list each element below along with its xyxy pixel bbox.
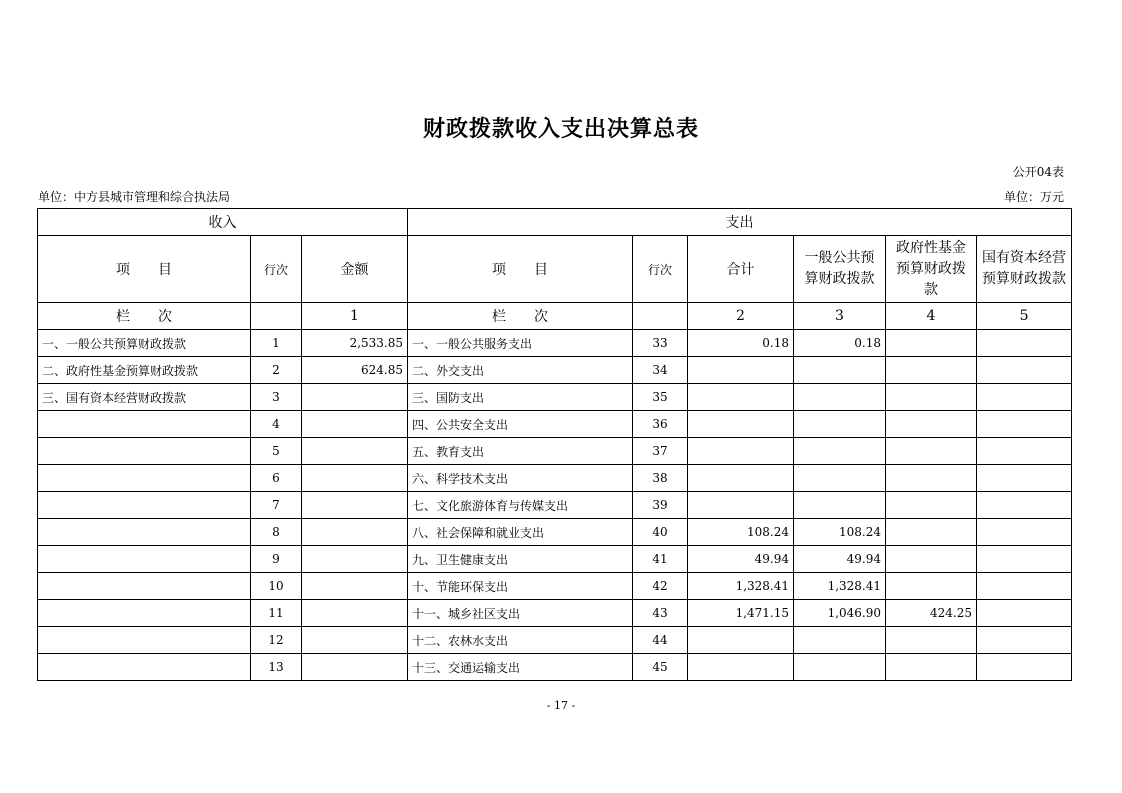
total-amount-cell xyxy=(688,384,794,411)
expense-item-cell: 九、卫生健康支出 xyxy=(408,546,633,573)
state-capital-amount-cell xyxy=(977,546,1072,573)
expense-row-no-cell: 36 xyxy=(633,411,688,438)
income-amount-cell xyxy=(302,519,408,546)
expense-row-no-cell: 33 xyxy=(633,330,688,357)
expense-item-cell: 十、节能环保支出 xyxy=(408,573,633,600)
gov-fund-amount-cell xyxy=(886,465,977,492)
total-amount-cell xyxy=(688,465,794,492)
income-amount-cell xyxy=(302,492,408,519)
income-row-no-cell: 2 xyxy=(251,357,302,384)
income-row-no-cell: 11 xyxy=(251,600,302,627)
page-title: 财政拨款收入支出决算总表 xyxy=(422,117,699,142)
budget-table xyxy=(37,208,1072,681)
table-row xyxy=(38,573,1072,600)
expense-item-cell: 一、一般公共服务支出 xyxy=(408,330,633,357)
state-capital-amount-cell xyxy=(977,465,1072,492)
table-row xyxy=(38,627,1072,654)
income-item-cell xyxy=(38,546,251,573)
expense-item-cell: 十二、农林水支出 xyxy=(408,627,633,654)
column-number-5: 5 xyxy=(977,303,1072,330)
income-row-no-cell: 13 xyxy=(251,654,302,681)
expense-item-cell: 二、外交支出 xyxy=(408,357,633,384)
table-row xyxy=(38,546,1072,573)
state-capital-amount-cell xyxy=(977,573,1072,600)
expense-row-no-cell: 45 xyxy=(633,654,688,681)
table-row xyxy=(38,330,1072,357)
expense-item-cell: 八、社会保障和就业支出 xyxy=(408,519,633,546)
income-item-cell xyxy=(38,465,251,492)
column-number-1: 1 xyxy=(302,303,408,330)
reporting-unit: 单位：中方县城市管理和综合执法局 xyxy=(38,190,231,204)
table-row xyxy=(38,465,1072,492)
table-row xyxy=(38,357,1072,384)
expense-row-no-header: 行次 xyxy=(633,236,688,303)
income-amount-cell xyxy=(302,411,408,438)
general-budget-amount-cell: 0.18 xyxy=(794,330,886,357)
general-budget-amount-cell: 1,328.41 xyxy=(794,573,886,600)
income-row-no-cell: 6 xyxy=(251,465,302,492)
gov-fund-amount-cell xyxy=(886,654,977,681)
income-row-no-cell: 9 xyxy=(251,546,302,573)
income-item-cell xyxy=(38,438,251,465)
income-item-cell xyxy=(38,627,251,654)
state-capital-header: 国有资本经营预算财政拨款 xyxy=(977,236,1072,303)
income-amount-cell xyxy=(302,654,408,681)
gov-fund-amount-cell xyxy=(886,492,977,519)
column-number-4: 4 xyxy=(886,303,977,330)
column-label-blank xyxy=(633,303,688,330)
total-amount-cell: 49.94 xyxy=(688,546,794,573)
expense-item-cell: 十一、城乡社区支出 xyxy=(408,600,633,627)
state-capital-amount-cell xyxy=(977,411,1072,438)
expense-row-no-cell: 39 xyxy=(633,492,688,519)
total-amount-cell: 108.24 xyxy=(688,519,794,546)
table-row xyxy=(38,600,1072,627)
income-row-no-header: 行次 xyxy=(251,236,302,303)
income-amount-cell xyxy=(302,573,408,600)
expense-row-no-cell: 38 xyxy=(633,465,688,492)
state-capital-amount-cell xyxy=(977,519,1072,546)
expense-item-cell: 七、文化旅游体育与传媒支出 xyxy=(408,492,633,519)
state-capital-amount-cell xyxy=(977,384,1072,411)
state-capital-amount-cell xyxy=(977,357,1072,384)
income-item-cell xyxy=(38,411,251,438)
income-item-header: 项 目 xyxy=(38,236,251,303)
income-row-no-cell: 1 xyxy=(251,330,302,357)
expense-item-cell: 五、教育支出 xyxy=(408,438,633,465)
state-capital-amount-cell xyxy=(977,330,1072,357)
income-amount-cell xyxy=(302,465,408,492)
table-row xyxy=(38,654,1072,681)
gov-fund-amount-cell xyxy=(886,627,977,654)
expense-header: 支出 xyxy=(408,209,1072,236)
income-amount-cell xyxy=(302,384,408,411)
general-budget-amount-cell xyxy=(794,357,886,384)
column-label-income: 栏 次 xyxy=(38,303,251,330)
income-amount-cell xyxy=(302,627,408,654)
income-item-cell xyxy=(38,654,251,681)
income-amount-cell xyxy=(302,600,408,627)
income-amount-cell: 624.85 xyxy=(302,357,408,384)
income-item-cell xyxy=(38,573,251,600)
total-amount-cell xyxy=(688,357,794,384)
expense-row-no-cell: 44 xyxy=(633,627,688,654)
expense-item-cell: 三、国防支出 xyxy=(408,384,633,411)
total-amount-cell xyxy=(688,411,794,438)
total-amount-cell: 1,471.15 xyxy=(688,600,794,627)
expense-row-no-cell: 37 xyxy=(633,438,688,465)
form-number: 公开04表 xyxy=(1012,165,1064,179)
expense-row-no-cell: 42 xyxy=(633,573,688,600)
general-budget-amount-cell xyxy=(794,465,886,492)
total-amount-cell: 1,328.41 xyxy=(688,573,794,600)
expense-row-no-cell: 43 xyxy=(633,600,688,627)
income-row-no-cell: 7 xyxy=(251,492,302,519)
gov-fund-amount-cell xyxy=(886,330,977,357)
income-amount-cell xyxy=(302,438,408,465)
table-row xyxy=(38,411,1072,438)
income-row-no-cell: 4 xyxy=(251,411,302,438)
table-row xyxy=(38,492,1072,519)
general-budget-amount-cell: 1,046.90 xyxy=(794,600,886,627)
state-capital-amount-cell xyxy=(977,600,1072,627)
column-number-3: 3 xyxy=(794,303,886,330)
column-number-2: 2 xyxy=(688,303,794,330)
income-amount-cell: 2,533.85 xyxy=(302,330,408,357)
table-row xyxy=(38,384,1072,411)
general-budget-amount-cell xyxy=(794,654,886,681)
gov-fund-header: 政府性基金预算财政拨款 xyxy=(886,236,977,303)
general-budget-amount-cell xyxy=(794,438,886,465)
total-amount-cell xyxy=(688,492,794,519)
income-item-cell xyxy=(38,492,251,519)
expense-item-cell: 十三、交通运输支出 xyxy=(408,654,633,681)
total-amount-cell xyxy=(688,627,794,654)
gov-fund-amount-cell xyxy=(886,357,977,384)
total-header: 合计 xyxy=(688,236,794,303)
income-item-cell xyxy=(38,600,251,627)
gov-fund-amount-cell xyxy=(886,546,977,573)
income-header: 收入 xyxy=(38,209,408,236)
column-label-expense: 栏 次 xyxy=(408,303,633,330)
gov-fund-amount-cell xyxy=(886,438,977,465)
gov-fund-amount-cell xyxy=(886,519,977,546)
expense-row-no-cell: 35 xyxy=(633,384,688,411)
expense-item-cell: 四、公共安全支出 xyxy=(408,411,633,438)
page-number: - 17 - xyxy=(546,699,576,712)
expense-row-no-cell: 40 xyxy=(633,519,688,546)
expense-row-no-cell: 41 xyxy=(633,546,688,573)
income-item-cell xyxy=(38,519,251,546)
state-capital-amount-cell xyxy=(977,492,1072,519)
income-item-cell: 一、一般公共预算财政拨款 xyxy=(38,330,251,357)
income-row-no-cell: 5 xyxy=(251,438,302,465)
total-amount-cell xyxy=(688,438,794,465)
general-budget-amount-cell: 49.94 xyxy=(794,546,886,573)
expense-item-cell: 六、科学技术支出 xyxy=(408,465,633,492)
income-row-no-cell: 3 xyxy=(251,384,302,411)
income-item-cell: 二、政府性基金预算财政拨款 xyxy=(38,357,251,384)
general-budget-amount-cell xyxy=(794,492,886,519)
state-capital-amount-cell xyxy=(977,654,1072,681)
table-row xyxy=(38,519,1072,546)
gov-fund-amount-cell xyxy=(886,573,977,600)
column-label-blank xyxy=(251,303,302,330)
general-budget-amount-cell: 108.24 xyxy=(794,519,886,546)
expense-item-header: 项 目 xyxy=(408,236,633,303)
general-budget-header: 一般公共预算财政拨款 xyxy=(794,236,886,303)
general-budget-amount-cell xyxy=(794,411,886,438)
income-amount-cell xyxy=(302,546,408,573)
table-row xyxy=(38,438,1072,465)
state-capital-amount-cell xyxy=(977,627,1072,654)
income-row-no-cell: 8 xyxy=(251,519,302,546)
total-amount-cell: 0.18 xyxy=(688,330,794,357)
currency-unit: 单位：万元 xyxy=(1003,190,1064,204)
general-budget-amount-cell xyxy=(794,627,886,654)
income-item-cell: 三、国有资本经营财政拨款 xyxy=(38,384,251,411)
income-row-no-cell: 10 xyxy=(251,573,302,600)
state-capital-amount-cell xyxy=(977,438,1072,465)
income-amount-header: 金额 xyxy=(302,236,408,303)
gov-fund-amount-cell: 424.25 xyxy=(886,600,977,627)
gov-fund-amount-cell xyxy=(886,384,977,411)
expense-row-no-cell: 34 xyxy=(633,357,688,384)
general-budget-amount-cell xyxy=(794,384,886,411)
income-row-no-cell: 12 xyxy=(251,627,302,654)
total-amount-cell xyxy=(688,654,794,681)
gov-fund-amount-cell xyxy=(886,411,977,438)
